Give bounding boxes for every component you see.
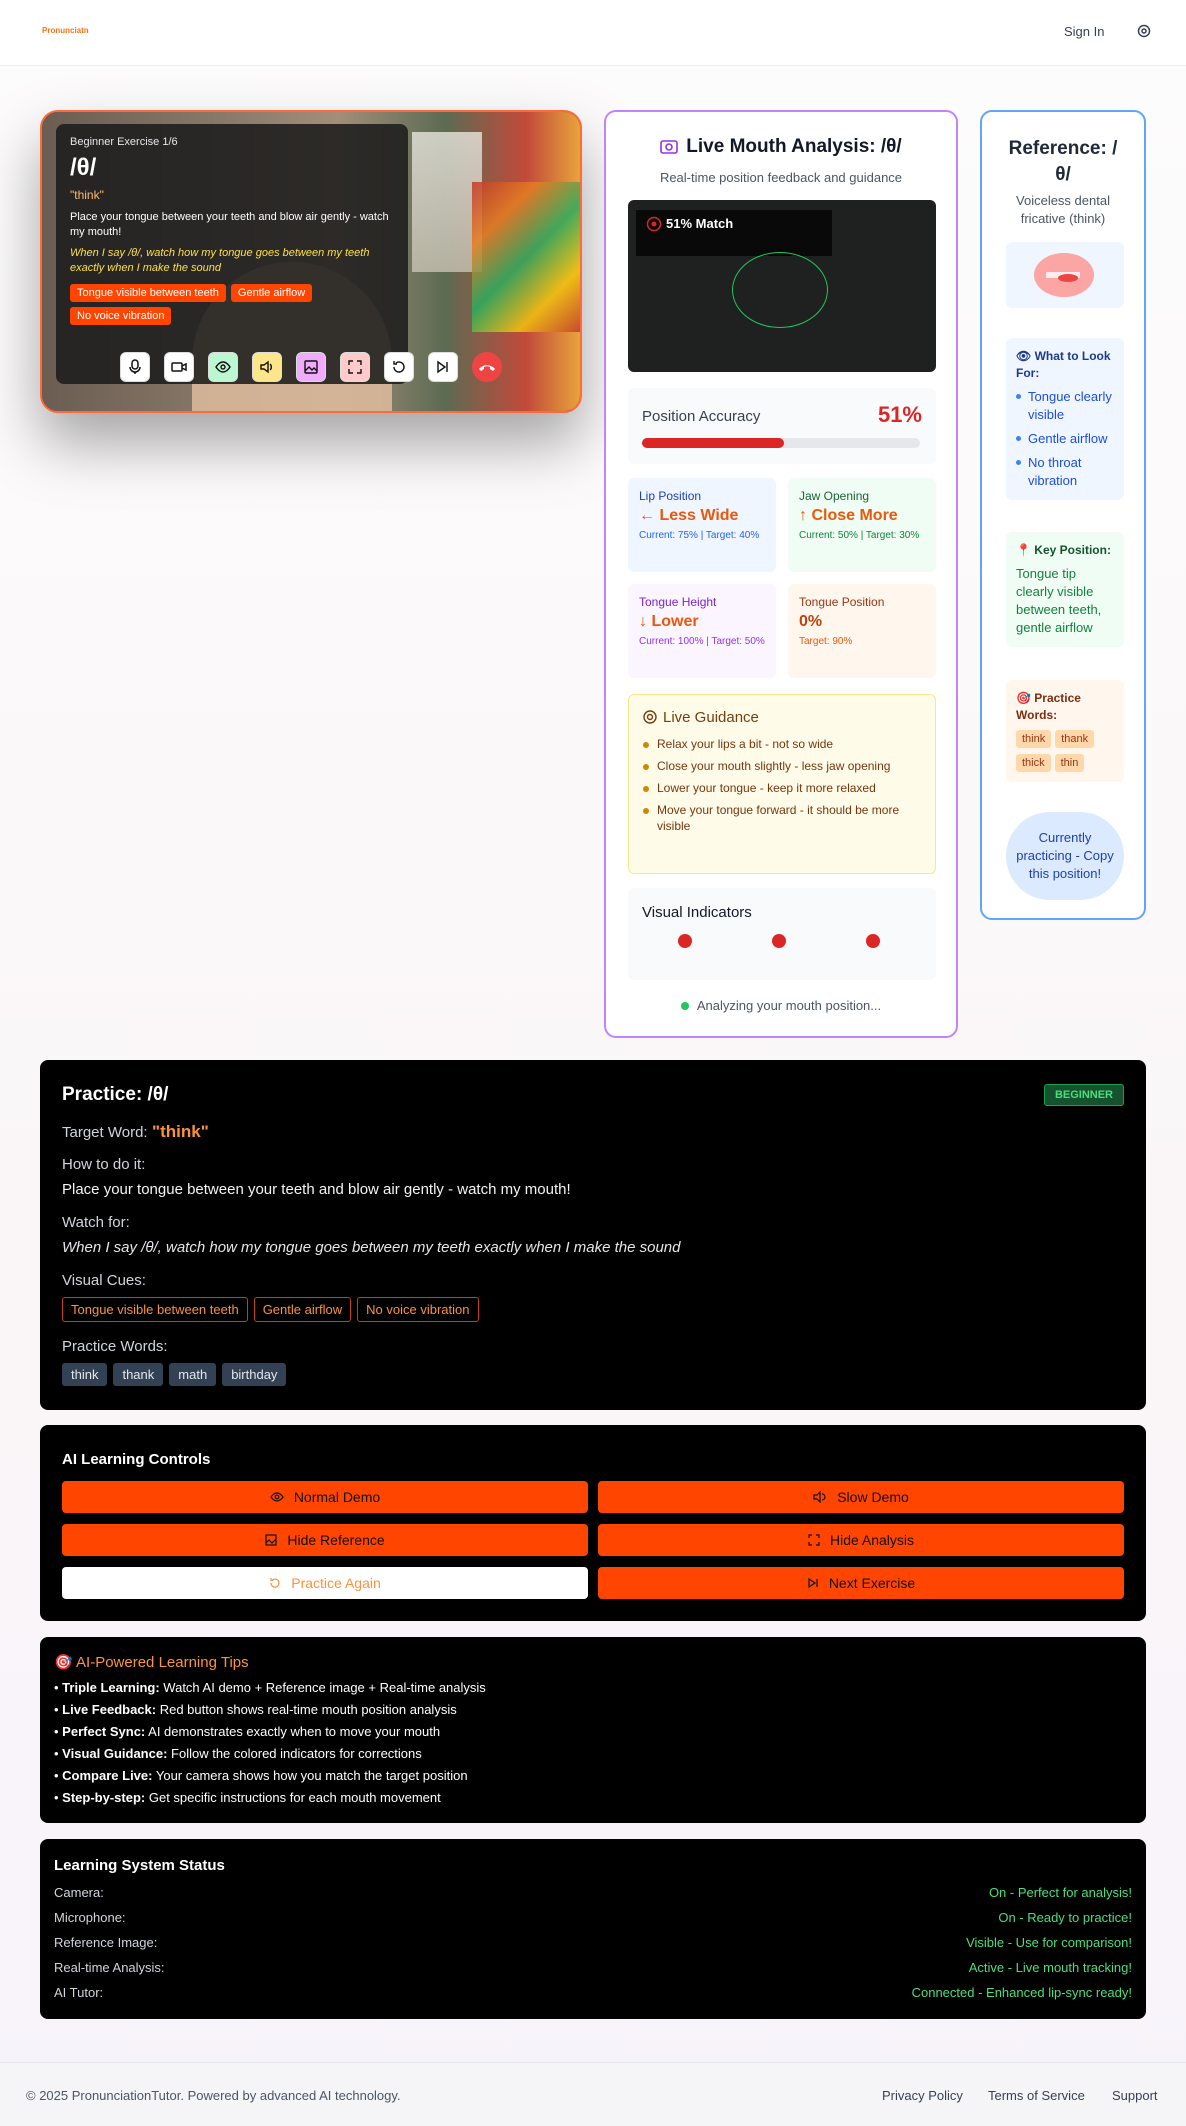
card-label: Lip Position xyxy=(639,489,702,503)
next-exercise-button[interactable] xyxy=(598,1567,1124,1599)
tip-text: AI demonstrates exactly when to move your mouth xyxy=(145,1724,441,1739)
practice-word[interactable]: think xyxy=(1016,730,1051,748)
refresh-icon xyxy=(269,1577,281,1589)
status-key: Reference Image: xyxy=(54,1935,158,1950)
words-title: Practice Words: xyxy=(1016,691,1081,722)
analysis-panel xyxy=(604,110,958,1038)
learning-tips xyxy=(40,1637,1146,1823)
expand-icon xyxy=(348,360,362,374)
tips-title: AI-Powered Learning Tips xyxy=(76,1654,249,1671)
tip-item: • Visual Guidance: Follow the colored indicators for corrections xyxy=(54,1746,422,1761)
currently-practicing-badge: Currently practicing - Copy this position! xyxy=(1006,812,1124,900)
cue-tag: Gentle airflow xyxy=(231,284,312,302)
card-value: 0% xyxy=(799,613,823,630)
card-detail: Current: 100% | Target: 50% xyxy=(639,636,765,647)
visual-indicators xyxy=(628,888,936,980)
guidance-item: Relax your lips a bit - not so wide xyxy=(643,736,921,752)
target-icon: 🎯 xyxy=(54,1654,77,1671)
tip-item: • Compare Live: Your camera shows how you match the target position xyxy=(54,1768,468,1783)
camera-icon xyxy=(660,138,678,154)
guidance-item: Move your tongue forward - it should be more visible xyxy=(643,802,921,834)
tip-key: Visual Guidance: xyxy=(62,1746,168,1761)
guidance-item: Lower your tongue - keep it more relaxed xyxy=(643,780,921,796)
footer xyxy=(0,2062,1186,2126)
hide-reference-button[interactable] xyxy=(62,1524,588,1556)
fullscreen-button[interactable] xyxy=(340,352,370,382)
how-text: Place your tongue between your teeth and blow air gently - watch my mouth! xyxy=(62,1181,571,1198)
button-label: Hide Analysis xyxy=(829,1532,915,1548)
jaw-opening-card xyxy=(788,478,936,572)
status-key: Microphone: xyxy=(54,1910,126,1925)
phone-hangup-icon xyxy=(478,362,496,372)
hide-analysis-button[interactable] xyxy=(598,1524,1124,1556)
expand-icon xyxy=(808,1534,820,1546)
tip-item: • Step-by-step: Get specific instructions for each mouth movement xyxy=(54,1790,441,1805)
practice-section xyxy=(40,1060,1146,1410)
button-label: Hide Reference xyxy=(287,1532,385,1548)
cue-tag: Gentle airflow xyxy=(254,1297,351,1322)
learning-controls xyxy=(40,1425,1146,1621)
sign-in-link[interactable]: Sign In xyxy=(1064,24,1105,39)
tongue-height-card xyxy=(628,584,776,678)
tip-text: Get specific instructions for each mouth movement xyxy=(145,1790,441,1805)
cue-tag: Tongue visible between teeth xyxy=(62,1297,248,1322)
look-item: Gentle airflow xyxy=(1016,430,1114,448)
tip-item: • Live Feedback: Red button shows real-time mouth position analysis xyxy=(54,1702,457,1717)
practice-again-button[interactable] xyxy=(62,1567,588,1599)
slow-demo-button[interactable] xyxy=(598,1481,1124,1513)
practice-title: Practice: /θ/ xyxy=(62,1084,169,1105)
match-overlay xyxy=(636,210,832,256)
status-value: Visible - Use for comparison! xyxy=(966,1935,1132,1950)
accuracy-bar xyxy=(642,438,920,448)
indicator-dot xyxy=(678,934,692,948)
how-label: How to do it: xyxy=(62,1156,146,1173)
button-label: Next Exercise xyxy=(828,1575,916,1591)
practice-word[interactable]: think xyxy=(62,1363,107,1386)
eye-icon xyxy=(215,361,231,373)
logo[interactable]: Pronunciatn xyxy=(42,26,89,35)
practice-word[interactable]: thank xyxy=(1055,730,1094,748)
button-label: Normal Demo xyxy=(293,1489,381,1505)
look-item: No throat vibration xyxy=(1016,454,1114,490)
practice-word[interactable]: thin xyxy=(1055,754,1085,772)
button-label: Practice Again xyxy=(291,1575,381,1591)
guidance-title: Live Guidance xyxy=(663,709,759,726)
pin-icon: 📍 xyxy=(1016,543,1035,557)
image-icon xyxy=(265,1534,277,1546)
skip-forward-icon xyxy=(436,360,450,374)
tip-text: Red button shows real-time mouth position analysis xyxy=(156,1702,457,1717)
practice-word[interactable]: thank xyxy=(113,1363,163,1386)
mic-button[interactable] xyxy=(120,352,150,382)
restart-button[interactable] xyxy=(384,352,414,382)
status-key: Camera: xyxy=(54,1885,104,1900)
terms-link[interactable]: Terms of Service xyxy=(988,2088,1085,2103)
analysis-title xyxy=(606,136,956,158)
card-detail: Target: 90% xyxy=(799,636,853,647)
tip-item: • Perfect Sync: AI demonstrates exactly when to move your mouth xyxy=(54,1724,441,1739)
key-text: Tongue tip clearly visible between teeth, gentle airflow xyxy=(1016,566,1102,635)
image-icon xyxy=(304,360,318,374)
speaker-icon xyxy=(259,360,275,374)
mouth-tracker-ring xyxy=(732,252,828,328)
reference-image xyxy=(1006,242,1124,308)
instruction: Place your tongue between your teeth and blow air gently - watch my mouth! xyxy=(70,211,389,238)
system-status xyxy=(40,1839,1146,2019)
status-title: Learning System Status xyxy=(54,1857,225,1874)
live-guidance xyxy=(628,694,936,874)
watch-text: When I say /θ/, watch how my tongue goes between my teeth exactly when I make the sound xyxy=(62,1239,681,1256)
target-word: "think" xyxy=(152,1122,209,1141)
accuracy-value: 51% xyxy=(877,402,922,427)
target-word: "think" xyxy=(70,188,104,202)
speaker-icon xyxy=(813,1491,827,1503)
practice-word[interactable]: thick xyxy=(1016,754,1051,772)
video-controls xyxy=(120,352,502,382)
watch-label: Watch for: xyxy=(62,1214,130,1231)
guidance-item: Close your mouth slightly - less jaw opening xyxy=(643,758,921,774)
key-position xyxy=(1006,532,1124,647)
tip-text: Watch AI demo + Reference image + Real-time analysis xyxy=(159,1680,486,1695)
lip-position-card xyxy=(628,478,776,572)
reference-subtitle: Voiceless dental fricative (think) xyxy=(1016,193,1110,226)
support-link[interactable]: Support xyxy=(1112,2088,1158,2103)
video-panel xyxy=(40,110,582,413)
practice-word[interactable]: math xyxy=(169,1363,216,1386)
end-call-button[interactable] xyxy=(472,352,502,382)
target-icon: 🎯 xyxy=(1016,691,1035,705)
status-value: Connected - Enhanced lip-sync ready! xyxy=(911,1985,1132,2000)
accuracy-bar-fill xyxy=(642,438,784,448)
card-detail: Current: 50% | Target: 30% xyxy=(799,530,920,541)
status-value: On - Ready to practice! xyxy=(998,1910,1132,1925)
key-title: Key Position: xyxy=(1034,543,1111,557)
skip-forward-icon xyxy=(807,1577,819,1589)
header xyxy=(0,0,1186,66)
analysis-subtitle: Real-time position feedback and guidance xyxy=(659,170,903,185)
target-label: Target Word: xyxy=(62,1124,148,1141)
reference-panel xyxy=(980,110,1146,920)
camera-button[interactable] xyxy=(164,352,194,382)
cue-tag: Tongue visible between teeth xyxy=(70,284,226,302)
what-to-look-for xyxy=(1006,338,1124,500)
watch-for: When I say /θ/, watch how my tongue goes between my teeth exactly when I make the sound xyxy=(70,247,370,274)
level-badge: BEGINNER xyxy=(1044,1084,1124,1106)
card-label: Tongue Height xyxy=(639,595,717,609)
copyright: © 2025 PronunciationTutor. Powered by advanced AI technology. xyxy=(26,2088,401,2103)
card-value: ← Less Wide xyxy=(639,507,739,524)
status-value: On - Perfect for analysis! xyxy=(988,1885,1132,1900)
audio-button[interactable] xyxy=(252,352,282,382)
exercise-counter: Beginner Exercise 1/6 xyxy=(70,136,178,148)
tip-item: • Triple Learning: Watch AI demo + Reference image + Real-time analysis xyxy=(54,1680,486,1695)
tip-key: Live Feedback: xyxy=(62,1702,157,1717)
video-icon xyxy=(171,361,187,373)
target-icon xyxy=(646,216,662,232)
card-label: Tongue Position xyxy=(799,595,885,609)
status-key: AI Tutor: xyxy=(54,1985,104,2000)
words-label: Practice Words: xyxy=(62,1338,168,1355)
tip-key: Compare Live: xyxy=(62,1768,153,1783)
analysis-camera xyxy=(628,200,936,372)
controls-title: AI Learning Controls xyxy=(62,1451,211,1468)
button-label: Slow Demo xyxy=(837,1489,909,1505)
reference-image-button[interactable] xyxy=(296,352,326,382)
tip-text: Your camera shows how you match the target position xyxy=(152,1768,468,1783)
target-icon xyxy=(643,710,657,724)
status-key: Real-time Analysis: xyxy=(54,1960,165,1975)
card-value: ↑ Close More xyxy=(799,507,898,524)
cue-tag: No voice vibration xyxy=(70,307,171,325)
accuracy-label: Position Accuracy xyxy=(642,408,761,425)
reference-title: Reference: /θ/ xyxy=(1008,138,1118,185)
analysis-status-text: Analyzing your mouth position... xyxy=(696,998,882,1013)
card-label: Jaw Opening xyxy=(799,489,870,503)
indicator-dot xyxy=(772,934,786,948)
card-value: ↓ Lower xyxy=(639,613,699,630)
gear-icon[interactable] xyxy=(1136,23,1152,39)
cues-label: Visual Cues: xyxy=(62,1272,146,1289)
look-title: What to Look For: xyxy=(1016,349,1111,380)
card-detail: Current: 75% | Target: 40% xyxy=(639,530,760,541)
exercise-overlay xyxy=(56,124,408,384)
look-item: Tongue clearly visible xyxy=(1016,388,1114,424)
position-accuracy xyxy=(628,388,936,464)
analysis-toggle-button[interactable] xyxy=(208,352,238,382)
tip-key: Triple Learning: xyxy=(62,1680,160,1695)
eye-icon: 👁 xyxy=(1016,349,1035,363)
analysis-status xyxy=(606,998,956,1013)
practice-word[interactable]: birthday xyxy=(222,1363,286,1386)
camera-painting xyxy=(472,182,582,332)
tip-key: Perfect Sync: xyxy=(62,1724,146,1739)
match-score: 51% Match xyxy=(666,216,734,231)
analysis-title-text: Live Mouth Analysis: /θ/ xyxy=(686,136,902,157)
tip-text: Follow the colored indicators for corrections xyxy=(167,1746,422,1761)
refresh-icon xyxy=(392,360,406,374)
reference-practice-words xyxy=(1006,680,1124,782)
status-dot xyxy=(681,1002,689,1010)
cue-tag: No voice vibration xyxy=(357,1297,478,1322)
next-button[interactable] xyxy=(428,352,458,382)
phoneme: /θ/ xyxy=(70,154,97,181)
tongue-position-card xyxy=(788,584,936,678)
normal-demo-button[interactable] xyxy=(62,1481,588,1513)
indicators-title: Visual Indicators xyxy=(642,904,752,921)
privacy-link[interactable]: Privacy Policy xyxy=(882,2088,963,2103)
mic-icon xyxy=(128,359,142,375)
eye-icon xyxy=(270,1492,284,1502)
tip-key: Step-by-step: xyxy=(62,1790,146,1805)
status-value: Active - Live mouth tracking! xyxy=(968,1960,1132,1975)
tips-list xyxy=(54,1677,1132,1809)
indicator-dot xyxy=(866,934,880,948)
